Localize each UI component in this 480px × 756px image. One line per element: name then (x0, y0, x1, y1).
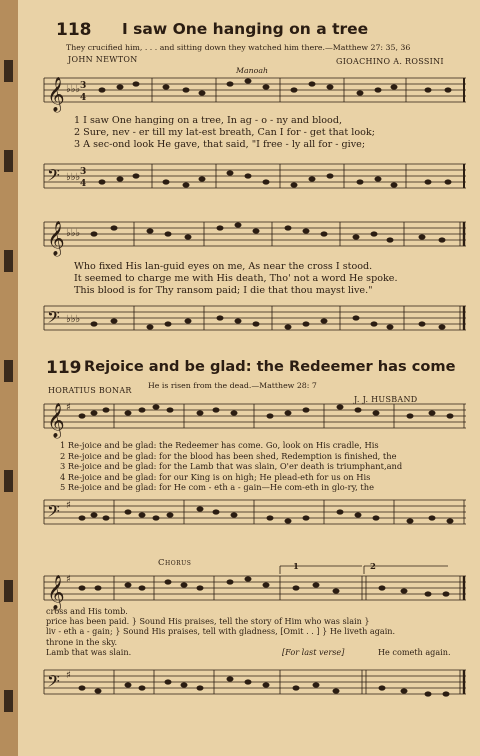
verse-line: 2 Re-joice and be glad: for the blood has been shed, Redemption is finished, the (60, 450, 397, 461)
verse-line: 5 Re-joice and be glad: for He com - eth a - gain—He com-eth in glo-ry, the (60, 482, 375, 493)
verse-line: 2 Sure, nev - er till my lat-est breath, Can I for - get that look; (74, 127, 375, 138)
svg-text:♯: ♯ (66, 500, 71, 511)
hymn-118-author: JOHN NEWTON (68, 55, 138, 64)
hymnal-page (18, 0, 480, 756)
staff-bass-3 (44, 494, 466, 536)
hymn-118-epigraph: They crucified him, . . . and sitting down they watched him there.—Matthew 27: 35, 36 (66, 43, 411, 52)
svg-text:𝄢: 𝄢 (47, 671, 60, 695)
staff-treble-3 (44, 400, 466, 442)
hymn-119-verses (60, 440, 402, 493)
chorus-label: Chorus (158, 558, 192, 568)
hymn-119-number: 119 (46, 358, 82, 378)
chorus-line: price has been paid. } Sound His praises, tell the story of Him who was slain } (46, 616, 370, 627)
staff-bass-2 (44, 300, 466, 342)
staff-bass-4 (44, 664, 466, 706)
hymn-118-verses-top (74, 115, 375, 151)
svg-text:♯: ♯ (66, 574, 71, 585)
svg-text:♯: ♯ (66, 402, 71, 413)
verse-line: 3 A sec-ond look He gave, that said, "I free - ly all for - give; (74, 139, 366, 150)
svg-text:𝄞: 𝄞 (47, 221, 65, 256)
hymn-118-title: I saw One hanging on a tree (122, 20, 369, 38)
chorus-line: Lamb that was slain. (46, 646, 132, 657)
chorus-line: liv - eth a - gain; } Sound His praises, tell with gladness, [Omit . . ] } He liveth again. (46, 626, 396, 637)
svg-text:𝄞: 𝄞 (47, 77, 65, 112)
ending-1-label: 1 (293, 562, 299, 572)
hymn-119-composer: J. J. HUSBAND (354, 395, 418, 404)
chorus-line: throne in the sky. (46, 636, 118, 647)
svg-text:♯: ♯ (66, 670, 71, 681)
staff-bass-1 (44, 158, 466, 200)
svg-text:𝄞: 𝄞 (47, 403, 65, 438)
chorus-line: cross and His tomb. (46, 606, 128, 616)
svg-text:♭♭♭: ♭♭♭ (66, 228, 81, 239)
hymn-118-verses-bottom (74, 261, 398, 297)
hymn-118-tune: Manoah (236, 66, 269, 75)
svg-text:4: 4 (80, 179, 87, 189)
svg-text:♭♭♭: ♭♭♭ (66, 172, 81, 183)
hymn-119-epigraph: He is risen from the dead.—Matthew 28: 7 (148, 381, 317, 390)
svg-text:𝄢: 𝄢 (47, 501, 60, 525)
hymn-119-author: HORATIUS BONAR (48, 386, 132, 395)
svg-text:3: 3 (80, 167, 87, 177)
svg-text:𝄞: 𝄞 (47, 575, 65, 610)
hymn-118-composer: GIOACHINO A. ROSSINI (336, 57, 444, 66)
last-verse-note: [For last verse] (282, 647, 345, 657)
book-binding (0, 0, 18, 756)
svg-text:♭♭♭: ♭♭♭ (66, 314, 81, 325)
staff-treble-2 (44, 218, 466, 260)
hymn-119-title: Rejoice and be glad: the Redeemer has come (84, 358, 456, 375)
svg-text:𝄢: 𝄢 (47, 165, 60, 189)
svg-text:𝄢: 𝄢 (47, 307, 60, 331)
svg-text:3: 3 (80, 81, 87, 91)
hymn-118-number: 118 (56, 20, 92, 40)
verse-line: 4 Re-joice and be glad: for our King is on high; He plead-eth for us on His (60, 471, 371, 482)
verse-line: 3 Re-joice and be glad: for the Lamb that was slain, O'er death is triumphant,and (60, 461, 403, 472)
verse-line: It seemed to charge me with His death, Tho' not a word He spoke. (74, 273, 398, 284)
verse-line: Who fixed His lan-guid eyes on me, As near the cross I stood. (74, 261, 373, 272)
verse-line: This blood is for Thy ransom paid; I die that thou mayst live." (74, 285, 373, 296)
verse-line: 1 I saw One hanging on a tree, In ag - o - ny and blood, (74, 115, 343, 126)
ending-2-label: 2 (370, 562, 376, 572)
svg-text:4: 4 (80, 93, 87, 103)
svg-text:♭♭♭: ♭♭♭ (66, 84, 81, 95)
staff-treble-4 (44, 566, 466, 608)
staff-treble-1 (44, 74, 466, 116)
verse-line: 1 Re-joice and be glad: the Redeemer has come. Go, look on His cradle, His (60, 440, 379, 450)
last-verse-text: He cometh again. (378, 647, 451, 657)
